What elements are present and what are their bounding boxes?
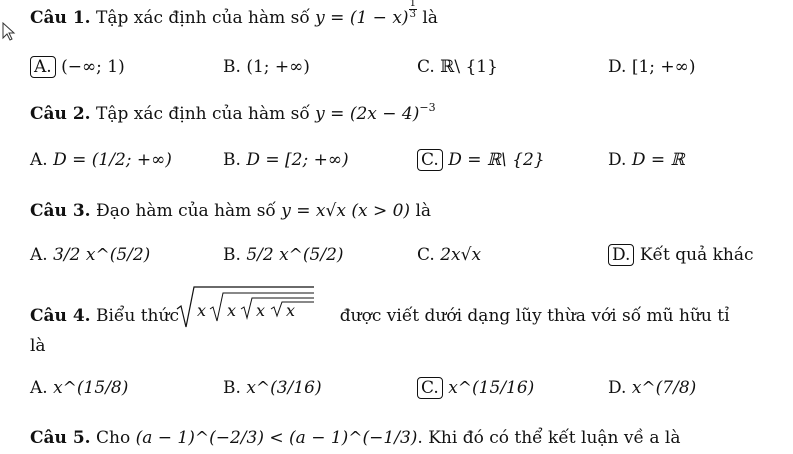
q2-option-c[interactable] xyxy=(417,150,545,170)
q3-option-b[interactable] xyxy=(223,245,344,265)
q1-option-d[interactable] xyxy=(608,57,695,77)
question-2-expr: y = (2x − 4) xyxy=(315,104,420,124)
q2-option-b-letter: B. xyxy=(223,150,241,170)
q1-option-c-text: ℝ\ {1} xyxy=(440,57,498,77)
mouse-pointer-icon xyxy=(2,22,16,42)
nested-radical-graphic xyxy=(175,283,315,331)
q4-option-b[interactable] xyxy=(223,378,322,398)
question-5-label: Câu 5. xyxy=(30,428,91,448)
svg-text:x: x xyxy=(197,301,207,320)
q4-option-a-text: x^(15/8) xyxy=(53,378,129,398)
q2-option-a-text: D = (1/2; +∞) xyxy=(53,150,172,170)
q4-option-d-text: x^(7/8) xyxy=(631,378,697,398)
q4-option-b-letter: B. xyxy=(223,378,241,398)
question-1-exponent: $\frac{1}{3}$ xyxy=(409,0,416,20)
q4-option-b-text: x^(3/16) xyxy=(246,378,322,398)
q1-option-a[interactable] xyxy=(30,57,125,77)
q1-option-b-letter: B. xyxy=(223,57,241,77)
question-3-label: Câu 3. xyxy=(30,201,91,221)
q3-option-c[interactable] xyxy=(417,245,481,265)
question-4 xyxy=(30,306,730,326)
question-2-exponent: −3 xyxy=(419,101,436,114)
q4-option-a-letter: A. xyxy=(30,378,48,398)
q1-option-a-letter: A. xyxy=(30,56,56,78)
question-1-tail: là xyxy=(422,8,438,28)
question-4-text: Biểu thức xyxy=(95,306,179,326)
q2-option-d-text: D = ℝ xyxy=(631,150,685,170)
q4-option-c-text: x^(15/16) xyxy=(448,378,535,398)
question-5-expr: (a − 1)^(−2/3) < (a − 1)^(−1/3) xyxy=(135,428,418,448)
q3-option-c-text: 2x√x xyxy=(440,245,482,265)
q1-option-c-letter: C. xyxy=(417,57,435,77)
question-4-tail: được viết dưới dạng lũy thừa với số mũ hữu tỉ xyxy=(339,306,730,326)
question-4-label: Câu 4. xyxy=(30,306,91,326)
q3-option-a-letter: A. xyxy=(30,245,48,265)
q3-option-c-letter: C. xyxy=(417,245,435,265)
question-4-continued xyxy=(30,336,46,356)
question-5-text: Cho xyxy=(95,428,131,448)
q2-option-c-text: D = ℝ\ {2} xyxy=(448,150,545,170)
q3-option-b-text: 5/2 x^(5/2) xyxy=(246,245,344,265)
q4-option-a[interactable] xyxy=(30,378,128,398)
q4-option-c[interactable] xyxy=(417,378,534,398)
q3-option-a-text: 3/2 x^(5/2) xyxy=(53,245,151,265)
question-3-tail: là xyxy=(415,201,432,221)
q4-option-c-letter: C. xyxy=(417,377,443,399)
svg-text:x: x xyxy=(227,301,237,320)
q2-option-a[interactable] xyxy=(30,150,172,170)
q3-option-d-letter: D. xyxy=(608,244,634,266)
question-1-text: Tập xác định của hàm số xyxy=(95,8,310,28)
q1-option-a-text: (−∞; 1) xyxy=(61,57,125,77)
q2-option-a-letter: A. xyxy=(30,150,48,170)
question-5 xyxy=(30,428,680,448)
q2-option-b[interactable] xyxy=(223,150,349,170)
q3-option-d[interactable] xyxy=(608,245,754,265)
q3-option-a[interactable] xyxy=(30,245,150,265)
question-5-tail: . Khi đó có thể kết luận về a là xyxy=(417,428,681,448)
q1-option-d-letter: D. xyxy=(608,57,627,77)
q4-option-d-letter: D. xyxy=(608,378,627,398)
svg-text:x: x xyxy=(286,301,296,320)
question-2-text: Tập xác định của hàm số xyxy=(95,104,310,124)
q2-option-c-letter: C. xyxy=(417,149,443,171)
question-3 xyxy=(30,201,431,221)
question-3-expr: y = x√x (x > 0) xyxy=(281,201,411,221)
question-2 xyxy=(30,101,436,124)
q1-option-d-text: [1; +∞) xyxy=(631,57,696,77)
q2-option-d[interactable] xyxy=(608,150,685,170)
question-3-text: Đạo hàm của hàm số xyxy=(95,201,276,221)
question-2-label: Câu 2. xyxy=(30,104,91,124)
question-1 xyxy=(30,0,438,29)
q2-option-b-text: D = [2; +∞) xyxy=(246,150,349,170)
q3-option-d-text: Kết quả khác xyxy=(639,245,754,265)
q4-option-d[interactable] xyxy=(608,378,696,398)
question-1-expr: y = (1 − x) xyxy=(315,8,409,28)
question-4-tail2: là xyxy=(30,336,46,356)
svg-text:x: x xyxy=(256,301,266,320)
q1-option-c[interactable] xyxy=(417,57,498,77)
q3-option-b-letter: B. xyxy=(223,245,241,265)
question-1-label: Câu 1. xyxy=(30,8,91,28)
q1-option-b[interactable] xyxy=(223,57,310,77)
q1-option-b-text: (1; +∞) xyxy=(246,57,310,77)
q2-option-d-letter: D. xyxy=(608,150,627,170)
